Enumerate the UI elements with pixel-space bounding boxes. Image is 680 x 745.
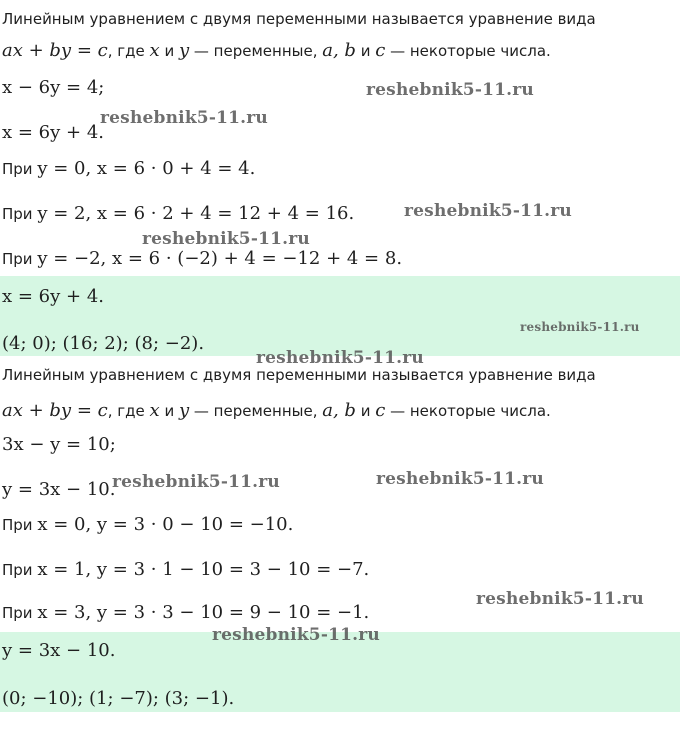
definition-text-1: Линейным уравнением с двумя переменными называется уравнение вида — [2, 10, 596, 28]
equation-1: x − 6y = 4; — [2, 77, 105, 98]
step-prefix: При — [2, 160, 38, 178]
definition-and: и — [159, 402, 179, 420]
definition-and: и — [159, 42, 179, 60]
step-1-1 — [2, 158, 255, 179]
step-1-2 — [2, 203, 354, 224]
step-expression: y = 2, x = 6 · 2 + 4 = 12 + 4 = 16. — [37, 203, 355, 224]
expressed-2: y = 3x − 10. — [2, 479, 116, 500]
var-x: x — [149, 40, 160, 61]
step-prefix: При — [2, 250, 38, 268]
expressed-1: x = 6y + 4. — [2, 122, 104, 143]
definition-where: , где — [107, 402, 150, 420]
definition-formula: ax + by = c — [2, 40, 108, 61]
watermark: reshebnik5-11.ru — [100, 108, 268, 128]
step-expression: x = 1, y = 3 · 1 − 10 = 3 − 10 = −7. — [37, 559, 370, 580]
equation-2: 3x − y = 10; — [2, 434, 116, 455]
watermark: reshebnik5-11.ru — [404, 201, 572, 221]
var-y: y — [178, 40, 190, 61]
watermark: reshebnik5-11.ru — [376, 469, 544, 489]
definition-formula-line-2 — [2, 400, 551, 421]
definition-and-2: и — [355, 402, 376, 420]
step-prefix: При — [2, 561, 38, 579]
watermark: reshebnik5-11.ru — [256, 348, 424, 368]
definition-vars: — переменные, — [189, 42, 323, 60]
answer-1-line-2: (4; 0); (16; 2); (8; −2). — [2, 333, 205, 354]
watermark: reshebnik5-11.ru — [476, 589, 644, 609]
step-expression: y = 0, x = 6 · 0 + 4 = 4. — [37, 158, 256, 179]
definition-tail: — некоторые числа. — [385, 42, 551, 60]
watermark: reshebnik5-11.ru — [142, 229, 310, 249]
step-expression: y = −2, x = 6 · (−2) + 4 = −12 + 4 = 8. — [37, 248, 403, 269]
step-1-3 — [2, 248, 402, 269]
definition-formula-line-1 — [2, 40, 551, 61]
definition-and-2: и — [355, 42, 376, 60]
step-expression: x = 0, y = 3 · 0 − 10 = −10. — [37, 514, 294, 535]
watermark: reshebnik5-11.ru — [112, 472, 280, 492]
definition-where: , где — [107, 42, 150, 60]
coef-ab: a, b — [322, 400, 356, 421]
answer-1-line-1: x = 6y + 4. — [2, 286, 104, 307]
step-2-3 — [2, 602, 369, 623]
step-2-1 — [2, 514, 293, 535]
watermark: reshebnik5-11.ru — [366, 80, 534, 100]
coef-ab: a, b — [322, 40, 356, 61]
step-prefix: При — [2, 604, 38, 622]
definition-text-2: Линейным уравнением с двумя переменными называется уравнение вида — [2, 366, 596, 384]
coef-c: c — [375, 40, 386, 61]
definition-tail: — некоторые числа. — [385, 402, 551, 420]
coef-c: c — [375, 400, 386, 421]
definition-formula: ax + by = c — [2, 400, 108, 421]
watermark: reshebnik5-11.ru — [212, 625, 380, 645]
definition-vars: — переменные, — [189, 402, 323, 420]
watermark: reshebnik5-11.ru — [520, 320, 640, 334]
var-y: y — [178, 400, 190, 421]
step-2-2 — [2, 559, 369, 580]
var-x: x — [149, 400, 160, 421]
step-prefix: При — [2, 516, 38, 534]
step-prefix: При — [2, 205, 38, 223]
answer-2-line-2: (0; −10); (1; −7); (3; −1). — [2, 688, 235, 709]
step-expression: x = 3, y = 3 · 3 − 10 = 9 − 10 = −1. — [37, 602, 370, 623]
answer-2-line-1: y = 3x − 10. — [2, 640, 116, 661]
